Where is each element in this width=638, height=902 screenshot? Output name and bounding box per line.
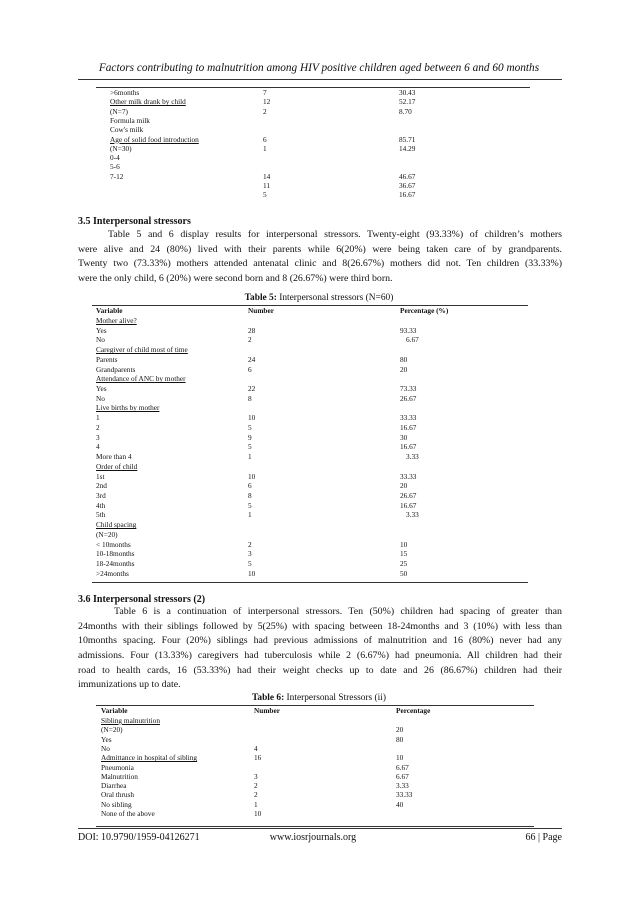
cell-percentage: 50 — [400, 568, 408, 578]
table6-bottom-rule — [96, 826, 534, 827]
cell-variable: 0-4 — [110, 153, 120, 163]
table-row — [0, 520, 638, 530]
cell-variable: Yes — [96, 384, 107, 394]
cell-number: 9 — [248, 432, 252, 442]
table-row — [0, 530, 638, 540]
cell-variable: Live births by mother — [96, 403, 160, 413]
table-row — [0, 549, 638, 559]
table5-header-percentage: Percentage (%) — [400, 306, 449, 315]
cell-number: 5 — [248, 559, 252, 568]
table-row — [0, 452, 638, 462]
cell-number: 1 — [248, 510, 252, 520]
cell-variable: No — [96, 335, 105, 345]
cell-percentage: 85.71 — [399, 134, 416, 144]
cell-number: 14 — [263, 171, 271, 181]
cell-percentage: 36.67 — [399, 181, 416, 190]
table-row — [0, 423, 638, 433]
cell-percentage: 20 — [400, 481, 408, 491]
cell-number: 1 — [254, 799, 258, 809]
cell-variable: No — [96, 393, 105, 403]
cell-percentage: 93.33 — [400, 325, 417, 335]
cell-percentage: 16.67 — [400, 422, 417, 432]
table5-caption-text: Interpersonal stressors (N=60) — [279, 293, 394, 303]
table-row — [0, 491, 638, 501]
cell-number: 11 — [263, 181, 271, 190]
cell-variable: >24months — [96, 568, 129, 578]
table-row — [0, 540, 638, 550]
cell-variable: (N=20) — [96, 529, 118, 539]
cell-number: 12 — [263, 97, 271, 107]
cell-number: 16 — [254, 753, 262, 763]
cell-variable: 10-18months — [96, 549, 135, 559]
table-row — [0, 355, 638, 365]
cell-number: 3 — [254, 771, 258, 781]
cell-variable: No sibling — [101, 799, 132, 809]
table-row — [0, 569, 638, 579]
cell-variable: None of the above — [101, 809, 155, 818]
table5-header-row — [0, 306, 638, 316]
cell-number: 2 — [248, 539, 252, 549]
table-row — [0, 481, 638, 491]
cell-percentage: 40 — [396, 799, 404, 809]
table-row — [0, 809, 638, 819]
cell-number: 5 — [248, 442, 252, 452]
section-3-5-paragraph — [78, 228, 562, 287]
cell-number: 2 — [254, 790, 258, 800]
cell-percentage: 15 — [400, 549, 408, 559]
cell-variable: 3rd — [96, 490, 106, 500]
cell-percentage: 33.33 — [400, 413, 417, 423]
cell-variable: 3 — [96, 432, 100, 442]
cell-number: 2 — [263, 106, 267, 116]
cell-variable: Parents — [96, 354, 118, 364]
cell-variable: 7-12 — [110, 171, 124, 181]
paragraph-line: admissions. Four (13.33%) caregivers had tuberculosis while 2 (6.67%) had pneumonia. All children had their — [78, 650, 562, 662]
cell-variable: < 10months — [96, 539, 131, 549]
cell-number: 1 — [248, 452, 252, 462]
cell-number: 2 — [248, 335, 252, 345]
footer-rule — [78, 828, 562, 829]
cell-percentage: 26.67 — [400, 393, 417, 403]
cell-number: 6 — [263, 134, 267, 144]
cell-percentage: 33.33 — [396, 790, 413, 800]
cell-percentage: 3.33 — [396, 781, 409, 791]
cell-percentage: 33.33 — [400, 471, 417, 481]
cell-percentage: 52.17 — [399, 97, 416, 107]
footer-page-number: 66 | Page — [525, 832, 562, 843]
cell-percentage: 14.29 — [399, 143, 416, 153]
cell-variable: Other milk drank by child — [110, 97, 186, 107]
cell-variable: Malnutrition — [101, 771, 138, 781]
paragraph-line: immunizations up to date. — [78, 679, 181, 691]
cell-number: 3 — [248, 549, 252, 559]
cell-variable: Diarrhea — [101, 781, 127, 791]
table-row — [0, 559, 638, 569]
table6-header-number: Number — [254, 706, 280, 715]
cell-number: 8 — [248, 393, 252, 403]
header-rule — [78, 79, 562, 80]
table6-caption-label: Table 6: — [251, 693, 285, 703]
cell-percentage: 20 — [400, 364, 408, 374]
cell-variable: Caregiver of child most of time — [96, 345, 188, 355]
cell-number: 6 — [248, 481, 252, 491]
cell-variable: Sibling malnutrition — [101, 716, 160, 725]
cell-number: 5 — [248, 500, 252, 510]
cell-number: 24 — [248, 354, 256, 364]
cell-variable: Order of child — [96, 461, 138, 471]
cell-variable: (N=30) — [110, 143, 132, 153]
cell-variable: Age of solid food introduction — [110, 134, 199, 144]
cell-percentage: 26.67 — [400, 490, 417, 500]
table5-caption — [0, 293, 638, 303]
cell-variable: 1st — [96, 471, 105, 481]
cell-variable: 5th — [96, 510, 106, 520]
table5-caption-label: Table 5: — [244, 293, 277, 303]
cell-percentage: 6.67 — [396, 771, 409, 781]
cell-percentage: 10 — [400, 539, 408, 549]
table-row — [0, 326, 638, 336]
paragraph-line: Twenty two (73.33%) mothers attended antenatal clinic and 8(26.67%) mothers did not. Ten children (33.33%) — [78, 258, 562, 270]
table5-header-variable: Variable — [96, 306, 123, 315]
cell-number: 8 — [248, 490, 252, 500]
cell-percentage: 3.33 — [406, 510, 419, 520]
cell-percentage: 73.33 — [400, 384, 417, 394]
cell-percentage: 6.67 — [406, 335, 419, 345]
cell-number: 4 — [254, 743, 258, 753]
running-header: Factors contributing to malnutrition among HIV positive children aged between 6 and 60 months — [98, 62, 540, 74]
cell-variable: 4th — [96, 500, 106, 510]
cell-number: 1 — [263, 143, 267, 153]
footer-doi: DOI: 10.9790/1959-04126271 — [78, 832, 200, 843]
table6-caption — [0, 693, 638, 703]
cell-variable: 2 — [96, 422, 100, 432]
cell-percentage: 16.67 — [400, 500, 417, 510]
paragraph-line: 10months spacing. Four (20%) siblings had previous admissions of malnutrition and 16 (80%) never had any — [78, 635, 562, 647]
cell-variable: 1 — [96, 413, 100, 423]
paragraph-line: 24months with their siblings followed by 5(25%) with spacing between 18-24months and 3 (10%) with less than — [78, 620, 562, 632]
table-row — [0, 462, 638, 472]
section-3-5-heading: 3.5 Interpersonal stressors — [78, 216, 191, 227]
cell-variable: 4 — [96, 442, 100, 452]
cell-number: 10 — [254, 809, 262, 818]
cell-number: 5 — [263, 190, 267, 200]
cell-percentage: 30.43 — [399, 88, 416, 97]
cell-percentage: 8.70 — [399, 106, 412, 116]
cell-number: 7 — [263, 88, 267, 97]
cell-percentage: 16.67 — [400, 442, 417, 452]
cell-variable: Pneumonia — [101, 762, 134, 772]
cell-variable: (N=7) — [110, 106, 128, 116]
table-row — [0, 384, 638, 394]
table6-caption-text: Interpersonal Stressors (ii) — [286, 693, 387, 703]
cell-number: 5 — [248, 422, 252, 432]
cell-variable: Admittance in hospital of sibling — [101, 753, 198, 763]
cell-variable: Attendance of ANC by mother — [96, 374, 186, 384]
cell-percentage: 20 — [396, 725, 404, 735]
cell-percentage: 25 — [400, 559, 408, 568]
cell-variable: Child spacing — [96, 520, 137, 530]
cell-variable: 18-24months — [96, 559, 135, 568]
cell-number: 10 — [248, 568, 256, 578]
cell-percentage: 10 — [396, 753, 404, 763]
cell-variable: Oral thrush — [101, 790, 135, 800]
cell-number: 2 — [254, 781, 258, 791]
table-row — [0, 501, 638, 511]
table-row — [0, 335, 638, 345]
table5-header-number: Number — [248, 306, 274, 315]
cell-percentage: 46.67 — [399, 171, 416, 181]
cell-variable: Formula milk — [110, 115, 150, 125]
section-3-6-paragraph — [78, 605, 562, 693]
table-row — [0, 316, 638, 326]
cell-number: 28 — [248, 325, 256, 335]
cell-variable: More than 4 — [96, 452, 132, 462]
table-row — [0, 374, 638, 384]
section-3-6-heading: 3.6 Interpersonal stressors (2) — [78, 594, 206, 605]
table6-header-variable: Variable — [101, 706, 128, 715]
table-row — [0, 394, 638, 404]
cell-variable: Yes — [101, 734, 112, 744]
cell-variable: Yes — [96, 325, 107, 335]
paragraph-line: Table 6 is a continuation of interpersonal stressors. Ten (50%) children had spacing of greater than — [114, 606, 562, 617]
paragraph-line: were alive and 24 (80%) lived with their parents while 6(20%) were being taken care of by grandparents. — [78, 243, 562, 255]
table-row — [0, 442, 638, 452]
table-row — [0, 433, 638, 443]
cell-number: 6 — [248, 364, 252, 374]
cell-percentage: 80 — [400, 354, 408, 364]
table5-bottom-rule — [92, 582, 528, 583]
table6-header-row — [0, 706, 638, 716]
cell-percentage: 16.67 — [399, 190, 416, 200]
paragraph-line: road to health cards, 16 (53.33%) had their weight checks up to date and 26 (86.67%) children had their — [78, 664, 562, 676]
table-row — [0, 190, 638, 200]
cell-percentage: 6.67 — [396, 762, 409, 772]
cell-variable: No — [101, 743, 110, 753]
cell-variable: (N=20) — [101, 725, 123, 735]
paragraph-line: Table 5 and 6 display results for interpersonal stressors. Twenty-eight (93.33%) of children’s mothers — [108, 229, 562, 240]
table-row — [0, 403, 638, 413]
table-row — [0, 365, 638, 375]
table-row — [0, 510, 638, 520]
cell-variable: 5-6 — [110, 162, 120, 172]
cell-variable: 2nd — [96, 481, 107, 491]
table-row — [0, 472, 638, 482]
table6-header-percentage: Percentage — [396, 706, 431, 715]
cell-variable: Cow's milk — [110, 125, 144, 135]
paragraph-line: were the only child, 6 (20%) were second born and 8 (26.67%) were third born. — [78, 273, 393, 285]
journal-website-link[interactable]: www.iosrjournals.org — [269, 832, 357, 843]
cell-variable: Mother alive? — [96, 316, 137, 325]
cell-number: 10 — [248, 413, 256, 423]
cell-number: 22 — [248, 384, 256, 394]
cell-percentage: 80 — [396, 734, 404, 744]
table-row — [0, 345, 638, 355]
cell-percentage: 30 — [400, 432, 408, 442]
table-row — [0, 413, 638, 423]
cell-variable: >6months — [110, 88, 140, 97]
cell-number: 10 — [248, 471, 256, 481]
cell-variable: Grandparents — [96, 364, 136, 374]
cell-percentage: 3.33 — [406, 452, 419, 462]
